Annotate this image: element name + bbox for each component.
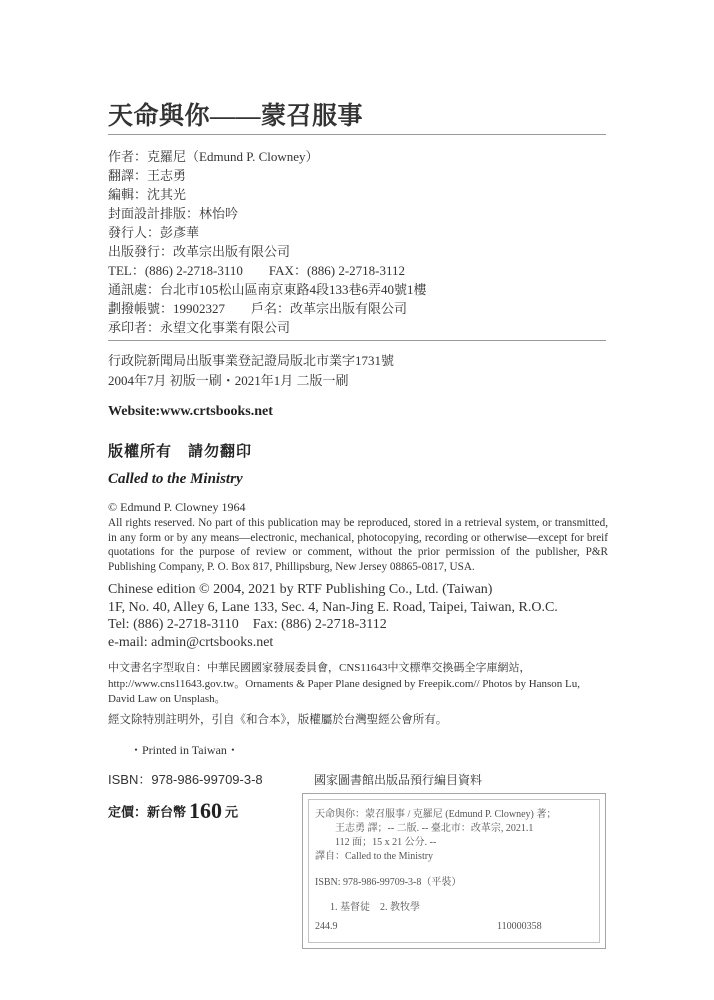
cip-record-box bbox=[302, 793, 606, 949]
original-title: Called to the Ministry bbox=[108, 471, 243, 487]
price-unit: 元 bbox=[225, 804, 239, 820]
cip-record-number: 110000358 bbox=[497, 921, 542, 932]
chinese-edition-block bbox=[108, 581, 558, 651]
edition-history: 2004年7月 初版一刷・2021年1月 二版一刷 bbox=[108, 373, 349, 388]
cip-classification: 244.9 bbox=[315, 921, 338, 932]
price bbox=[108, 798, 238, 824]
credit-address: 通訊處：台北市105松山區南京東路4段133巷6弄40號1樓 bbox=[108, 282, 427, 297]
chinese-edition-copyright: Chinese edition © 2004, 2021 by RTF Publishing Co., Ltd. (Taiwan) bbox=[108, 582, 493, 597]
price-label: 定價：新台幣 bbox=[108, 804, 187, 820]
website-url: Website:www.crtsbooks.net bbox=[108, 404, 273, 419]
title-divider bbox=[108, 134, 606, 135]
cip-line-original: 譯自：Called to the Ministry bbox=[315, 851, 434, 862]
font-credit: 中文書名字型取自：中華民國國家發展委員會，CNS11643中文標準交換碼全字庫網站，http://www.cns11643.gov.tw。Ornaments & Paper Plane designed by Freepik.com// Photos by Hanson Lu, David Law on Unsplash。 bbox=[108, 662, 581, 705]
rights-notice: All rights reserved. No part of this publication may be reproduced, stored in a retrieval system, or transmitted, in any form or by any means—electronic, mechanical, photocopying, recording or otherwise—except for breif quotations for the purpose of review or comment, without the prior permission of the publisher, P&R Publishing Company, P. O. Box 817, Phillipsburg, New Jersey 08865-0817, USA. bbox=[108, 517, 608, 573]
printed-in: ・Printed in Taiwan・ bbox=[130, 743, 239, 757]
scripture-note: 經文除特別註明外，引自《和合本》，版權屬於台灣聖經公會所有。 bbox=[108, 714, 448, 726]
cip-line-translator: 王志勇 譯；-- 二版. -- 臺北市：改革宗, 2021.1 bbox=[335, 823, 534, 834]
price-amount: 160 bbox=[189, 798, 223, 823]
cip-line-pages: 112 面；15 x 21 公分. -- bbox=[335, 837, 437, 848]
chinese-edition-email: e-mail: admin@crtsbooks.net bbox=[108, 634, 274, 650]
chinese-edition-address: 1F, No. 40, Alley 6, Lane 133, Sec. 4, Nan-Jing E. Road, Taipei, Taiwan, R.O.C. bbox=[108, 599, 558, 615]
cip-isbn: ISBN: 978-986-99709-3-8（平裝） bbox=[315, 877, 462, 888]
credit-author: 作者：克羅尼（Edmund P. Clowney） bbox=[108, 149, 319, 164]
cip-heading: 國家圖書館出版品預行編目資料 bbox=[314, 773, 483, 787]
book-title: 天命與你——蒙召服事 bbox=[108, 103, 364, 130]
registration-number: 行政院新聞局出版事業登記證局版北市業字1731號 bbox=[108, 353, 395, 368]
credit-publisher-person: 發行人：彭彥華 bbox=[108, 225, 200, 240]
isbn: ISBN：978-986-99709-3-8 bbox=[108, 772, 263, 787]
cip-line-title: 天命與你：蒙召服事 / 克羅尼 (Edmund P. Clowney) 著； bbox=[315, 809, 557, 820]
original-copyright: © Edmund P. Clowney 1964 bbox=[108, 500, 246, 514]
credits-divider bbox=[108, 340, 606, 341]
credit-postal-account: 劃撥帳號：19902327 戶名：改革宗出版有限公司 bbox=[108, 301, 408, 316]
credit-printer: 承印者：永望文化事業有限公司 bbox=[108, 320, 291, 335]
credit-cover-design: 封面設計排版：林怡吟 bbox=[108, 206, 239, 221]
chinese-edition-phone: Tel: (886) 2-2718-3110 Fax: (886) 2-2718-3112 bbox=[108, 617, 387, 632]
credit-editor: 編輯：沈其光 bbox=[108, 187, 187, 202]
credit-translator: 翻譯：王志勇 bbox=[108, 168, 187, 183]
credit-publisher: 出版發行：改革宗出版有限公司 bbox=[108, 244, 291, 259]
cip-subjects: 1. 基督徒 2. 教牧學 bbox=[330, 902, 420, 913]
credit-phone-fax: TEL：(886) 2-2718-3110 FAX：(886) 2-2718-3112 bbox=[108, 263, 406, 278]
rights-reserved: 版權所有 請勿翻印 bbox=[108, 444, 253, 460]
